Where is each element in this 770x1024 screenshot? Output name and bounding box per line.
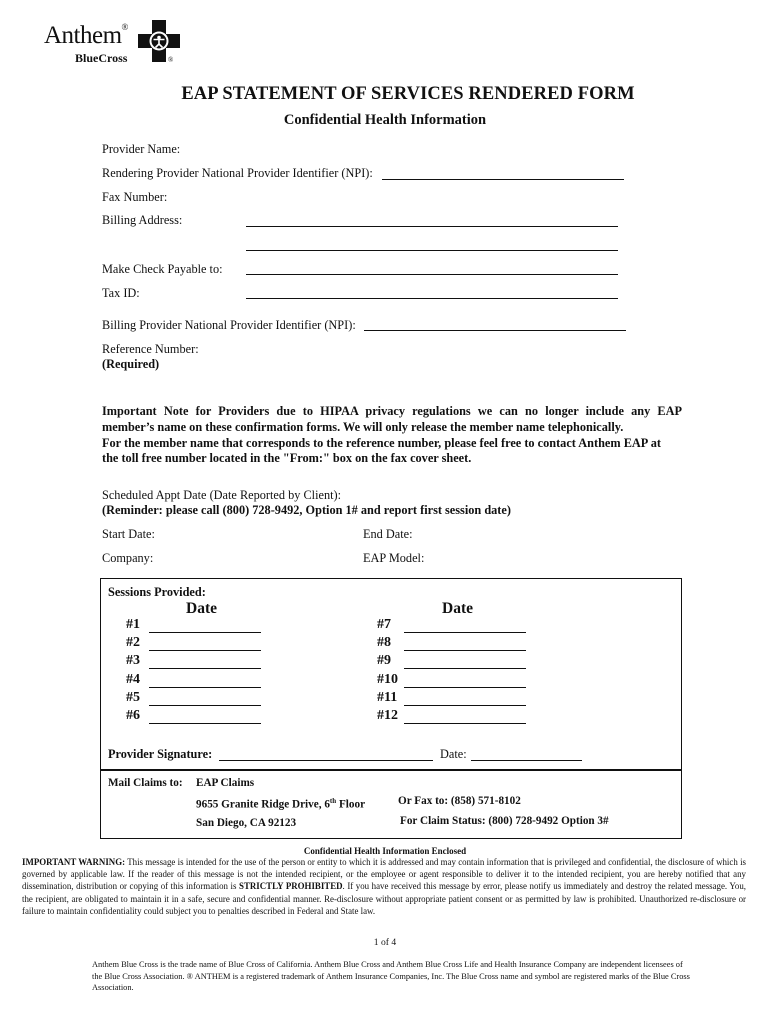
form-title: EAP STATEMENT OF SERVICES RENDERED FORM bbox=[181, 84, 635, 104]
session-number-8: #8 bbox=[377, 635, 391, 651]
logo-brand bbox=[44, 22, 128, 50]
mail-claims-name: EAP Claims bbox=[196, 777, 255, 789]
mail-street bbox=[196, 797, 365, 811]
start-date-label: Start Date: bbox=[102, 527, 155, 541]
warning-text bbox=[22, 856, 746, 917]
make-check-payable-field[interactable] bbox=[246, 274, 618, 275]
warning-heading: Confidential Health Information Enclosed bbox=[303, 846, 467, 856]
logo-registered: ® bbox=[121, 22, 128, 32]
important-note bbox=[102, 404, 682, 467]
session-number-1: #1 bbox=[126, 617, 140, 632]
warning-label: IMPORTANT WARNING: bbox=[22, 857, 126, 867]
session-date-field-2[interactable] bbox=[149, 650, 261, 651]
billing-address-field-1[interactable] bbox=[246, 226, 618, 227]
date-header-left: Date bbox=[186, 600, 217, 617]
mail-street-sup: th bbox=[329, 797, 337, 805]
scheduled-appt-label: Scheduled Appt Date (Date Reported by Client): bbox=[102, 488, 342, 502]
session-number-7: #7 bbox=[377, 617, 391, 632]
billing-address-field-2[interactable] bbox=[246, 250, 618, 251]
rendering-npi-field[interactable] bbox=[382, 179, 624, 180]
logo-registered-2: ® bbox=[168, 56, 174, 64]
mail-city: San Diego, CA 92123 bbox=[196, 817, 297, 829]
billing-npi-label: Billing Provider National Provider Identifier (NPI): bbox=[102, 318, 356, 332]
footer-text: Anthem Blue Cross is the trade name of Blue Cross of California. Anthem Blue Cross and Anthem Blue Cross Life and Health Insurance Company are independent licensees of the Blue Cross Association. ® ANTHEM is a registered trademark of Anthem Insurance Companies, Inc. The Blue Cross name and symbol are registered marks of the Blue Cross Association. bbox=[92, 960, 690, 993]
signature-date-label: Date: bbox=[440, 747, 467, 761]
logo-sub bbox=[75, 51, 127, 66]
important-note-line-3: For the member name that corresponds to the reference number, please feel free to contact Anthem EAP at bbox=[102, 435, 661, 450]
session-date-field-10[interactable] bbox=[404, 687, 526, 688]
session-date-field-8[interactable] bbox=[404, 650, 526, 651]
reference-required-label: (Required) bbox=[102, 357, 160, 371]
fax-number-label: Fax Number: bbox=[102, 190, 168, 204]
signature-date-field[interactable] bbox=[471, 760, 582, 761]
session-number-3: #3 bbox=[126, 653, 140, 669]
fax-to: Or Fax to: (858) 571-8102 bbox=[398, 795, 521, 807]
provider-name-label: Provider Name: bbox=[102, 142, 181, 156]
provider-signature-field[interactable] bbox=[219, 760, 433, 761]
end-date-label: End Date: bbox=[363, 527, 413, 541]
session-number-4: #4 bbox=[126, 671, 140, 687]
date-header-right: Date bbox=[442, 600, 473, 617]
form-subtitle: Confidential Health Information bbox=[283, 112, 487, 128]
session-date-field-3[interactable] bbox=[149, 668, 261, 669]
session-date-field-1[interactable] bbox=[149, 632, 261, 633]
logo-brand-text: Anthem bbox=[44, 22, 122, 49]
reference-number-label: Reference Number: bbox=[102, 342, 199, 356]
sessions-heading: Sessions Provided: bbox=[108, 585, 206, 599]
blue-cross-icon bbox=[138, 20, 180, 62]
mail-street-text: 9655 Granite Ridge Drive, 6 bbox=[196, 798, 330, 811]
make-check-payable-label: Make Check Payable to: bbox=[102, 262, 223, 276]
warning-text-2: . If you have received this message by error, please notify us immediately and destroy the related message. You, the recipient, are obligated to maintain it in a safe, secure and confidential manner. Re-disclosure without appropriate patient consent or as permitted by law is prohibited. Unauthorized re-disclosure or failure to maintain confidentiality could subject you to penalties described in Federal and State law. bbox=[22, 881, 746, 916]
important-note-line-4: the toll free number located in the "From:" box on the fax cover sheet. bbox=[102, 451, 472, 466]
session-date-field-11[interactable] bbox=[404, 705, 526, 706]
rendering-npi-label: Rendering Provider National Provider Identifier (NPI): bbox=[102, 166, 373, 180]
session-date-field-7[interactable] bbox=[404, 632, 526, 633]
session-date-field-5[interactable] bbox=[149, 705, 261, 706]
reminder-text: (Reminder: please call (800) 728-9492, Option 1# and report first session date) bbox=[102, 503, 511, 517]
warning-prohibited: STRICTLY PROHIBITED bbox=[239, 881, 343, 892]
session-date-field-4[interactable] bbox=[149, 687, 261, 688]
session-number-11: #11 bbox=[377, 689, 398, 705]
session-date-field-6[interactable] bbox=[149, 723, 261, 724]
session-number-9: #9 bbox=[377, 653, 391, 669]
tax-id-label: Tax ID: bbox=[102, 286, 140, 300]
warning-text-1: This message is intended for the use of the person or entity to which it is addressed and may contain information that is privileged and confidential, the disclosure of which is governed by applicable law. If the reader of this message is not the intended recipient, or the employee or agent responsible to deliver it to the intended recipient, you are hereby notified that any dissemination, distribution or copying of this information is bbox=[22, 857, 746, 892]
session-number-2: #2 bbox=[126, 635, 140, 651]
billing-npi-field[interactable] bbox=[364, 330, 626, 331]
company-label: Company: bbox=[102, 551, 154, 565]
logo-sub-text: BlueCross bbox=[75, 51, 128, 65]
tax-id-field[interactable] bbox=[246, 298, 618, 299]
session-number-12: #12 bbox=[377, 708, 398, 723]
eap-model-label: EAP Model: bbox=[363, 551, 425, 565]
claim-status: For Claim Status: (800) 728-9492 Option 3# bbox=[400, 815, 609, 827]
mail-street-floor: Floor bbox=[336, 798, 366, 811]
session-number-10: #10 bbox=[377, 671, 398, 687]
billing-address-label: Billing Address: bbox=[102, 213, 183, 227]
important-note-line-1: Important Note for Providers due to HIPAA privacy regulations we can no longer include any EAP bbox=[102, 404, 682, 418]
mail-box bbox=[100, 769, 682, 839]
page-number: 1 of 4 bbox=[373, 937, 397, 948]
mail-claims-label: Mail Claims to: bbox=[108, 777, 183, 789]
session-date-field-12[interactable] bbox=[404, 723, 526, 724]
provider-signature-label: Provider Signature: bbox=[108, 747, 213, 761]
session-number-6: #6 bbox=[126, 708, 140, 723]
session-number-5: #5 bbox=[126, 689, 140, 705]
session-date-field-9[interactable] bbox=[404, 668, 526, 669]
important-note-line-2: member’s name on these confirmation forms. We will only release the member name telephonically. bbox=[102, 419, 624, 434]
